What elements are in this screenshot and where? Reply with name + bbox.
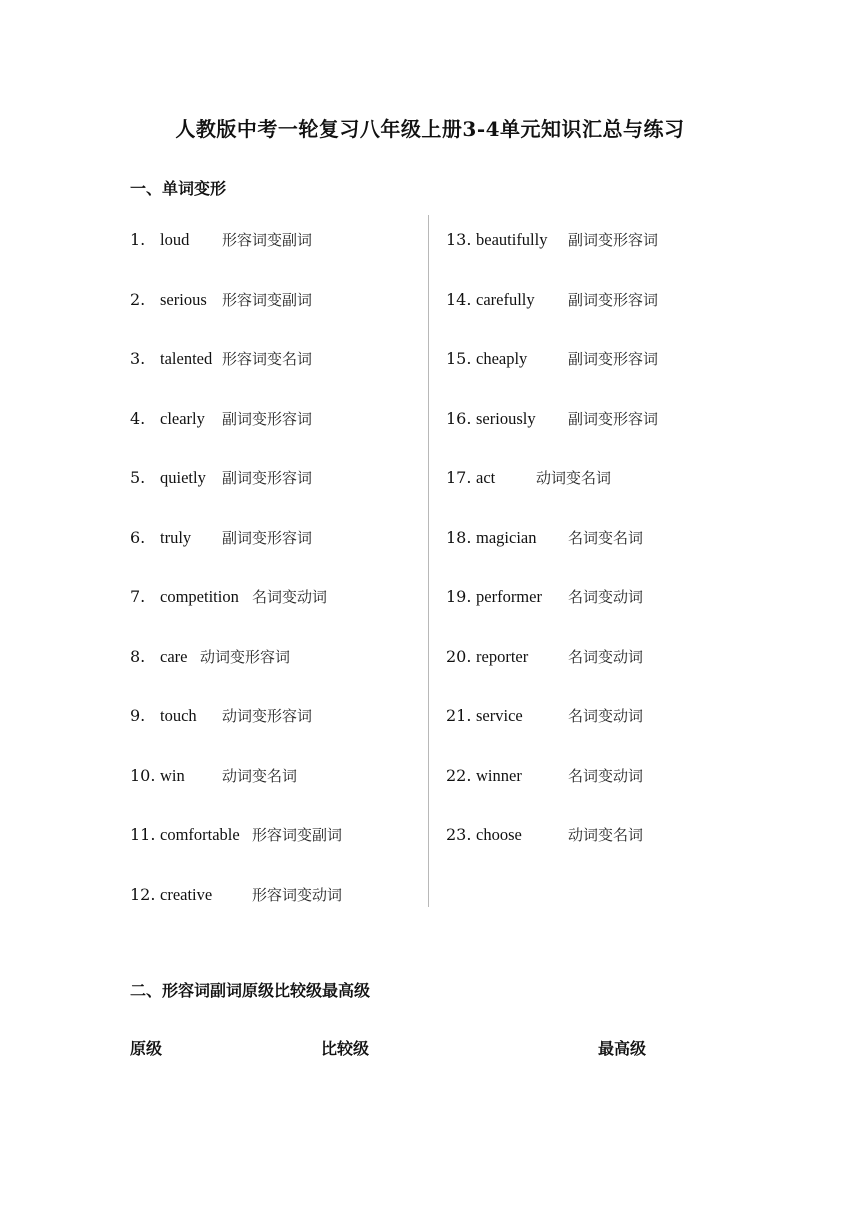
item-word: beautifully — [476, 230, 548, 249]
list-item — [130, 815, 420, 855]
item-transform-note: 动词变形容词 — [200, 647, 291, 666]
list-item — [130, 399, 420, 439]
list-item — [446, 756, 746, 796]
item-transform-note: 动词变名词 — [222, 766, 298, 785]
item-word: touch — [160, 706, 197, 725]
item-transform-note: 名词变动词 — [568, 707, 644, 725]
item-word: seriously — [476, 408, 536, 428]
list-item — [130, 518, 420, 558]
item-number: 7. — [130, 587, 146, 606]
list-item — [446, 399, 746, 439]
item-number: 6. — [130, 527, 146, 547]
list-item — [130, 696, 420, 736]
section-2-heading: 二、形容词副词原级比较级最高级 — [130, 981, 371, 1000]
item-transform-note: 动词变名词 — [568, 826, 644, 844]
list-item — [130, 280, 420, 320]
item-number: 18. — [446, 527, 472, 547]
list-item — [130, 577, 420, 617]
item-transform-note: 副词变形容词 — [568, 409, 659, 428]
item-transform-note: 副词变形容词 — [222, 469, 313, 487]
header-superlative: 最高级 — [598, 1039, 647, 1058]
item-word: creative — [160, 884, 213, 904]
list-item — [446, 518, 746, 558]
item-number: 23. — [446, 825, 472, 844]
item-number: 2. — [130, 289, 146, 309]
column-divider — [428, 215, 429, 907]
item-word: competition — [160, 587, 239, 606]
item-number: 22. — [446, 765, 472, 785]
item-transform-note: 名词变动词 — [252, 588, 328, 606]
list-item — [446, 220, 746, 260]
item-transform-note: 副词变形容词 — [222, 528, 313, 547]
list-item — [130, 875, 420, 915]
item-number: 10. — [130, 765, 156, 785]
item-transform-note: 副词变形容词 — [568, 290, 659, 309]
item-number: 9. — [130, 706, 146, 725]
item-transform-note: 形容词变名词 — [222, 350, 313, 368]
item-number: 14. — [446, 289, 472, 309]
item-number: 21. — [446, 706, 472, 725]
item-transform-note: 副词变形容词 — [222, 409, 313, 428]
item-number: 15. — [446, 349, 472, 368]
header-comparative: 比较级 — [321, 1039, 370, 1058]
item-word: loud — [160, 230, 190, 249]
item-number: 1. — [130, 230, 146, 249]
item-number: 8. — [130, 646, 146, 666]
header-positive: 原级 — [130, 1039, 163, 1058]
item-transform-note: 名词变动词 — [568, 647, 644, 666]
item-word: performer — [476, 587, 542, 606]
item-word: talented — [160, 349, 213, 368]
item-transform-note: 名词变名词 — [568, 528, 644, 547]
item-word: comfortable — [160, 825, 240, 844]
item-word: service — [476, 706, 523, 725]
item-number: 11. — [130, 825, 156, 844]
item-transform-note: 动词变形容词 — [222, 707, 313, 725]
list-item — [130, 756, 420, 796]
list-item — [446, 280, 746, 320]
item-number: 3. — [130, 349, 146, 368]
list-item — [446, 339, 746, 379]
item-word: win — [160, 765, 185, 785]
list-item — [130, 339, 420, 379]
item-transform-note: 形容词变动词 — [252, 885, 343, 904]
list-item — [446, 696, 746, 736]
item-transform-note: 副词变形容词 — [568, 350, 659, 368]
item-word: cheaply — [476, 349, 528, 368]
item-transform-note: 形容词变副词 — [222, 231, 313, 249]
item-word: choose — [476, 825, 522, 844]
item-word: winner — [476, 765, 522, 785]
item-number: 5. — [130, 468, 146, 487]
item-word: care — [160, 646, 188, 666]
list-item — [130, 637, 420, 677]
section-1-heading: 一、单词变形 — [130, 179, 227, 198]
item-transform-note: 名词变动词 — [568, 766, 644, 785]
list-item — [130, 458, 420, 498]
item-word: serious — [160, 289, 207, 309]
item-transform-note: 名词变动词 — [568, 588, 644, 606]
item-word: quietly — [160, 468, 206, 487]
list-item — [130, 220, 420, 260]
item-transform-note: 副词变形容词 — [568, 231, 659, 249]
item-transform-note: 形容词变副词 — [252, 826, 343, 844]
item-number: 16. — [446, 408, 472, 428]
item-word: act — [476, 468, 496, 487]
item-number: 19. — [446, 587, 472, 606]
item-transform-note: 动词变名词 — [536, 469, 612, 487]
list-item — [446, 577, 746, 617]
item-word: carefully — [476, 289, 535, 309]
item-number: 17. — [446, 468, 472, 487]
item-word: reporter — [476, 646, 529, 666]
list-item — [446, 458, 746, 498]
list-item — [446, 815, 746, 855]
item-number: 20. — [446, 646, 472, 666]
list-item — [446, 637, 746, 677]
item-number: 4. — [130, 408, 146, 428]
page-title: 人教版中考一轮复习八年级上册3-4单元知识汇总与练习 — [175, 117, 685, 141]
item-word: magician — [476, 527, 537, 547]
item-transform-note: 形容词变副词 — [222, 290, 313, 309]
item-number: 12. — [130, 884, 156, 904]
item-word: clearly — [160, 408, 205, 428]
item-word: truly — [160, 527, 192, 547]
item-number: 13. — [446, 230, 472, 249]
